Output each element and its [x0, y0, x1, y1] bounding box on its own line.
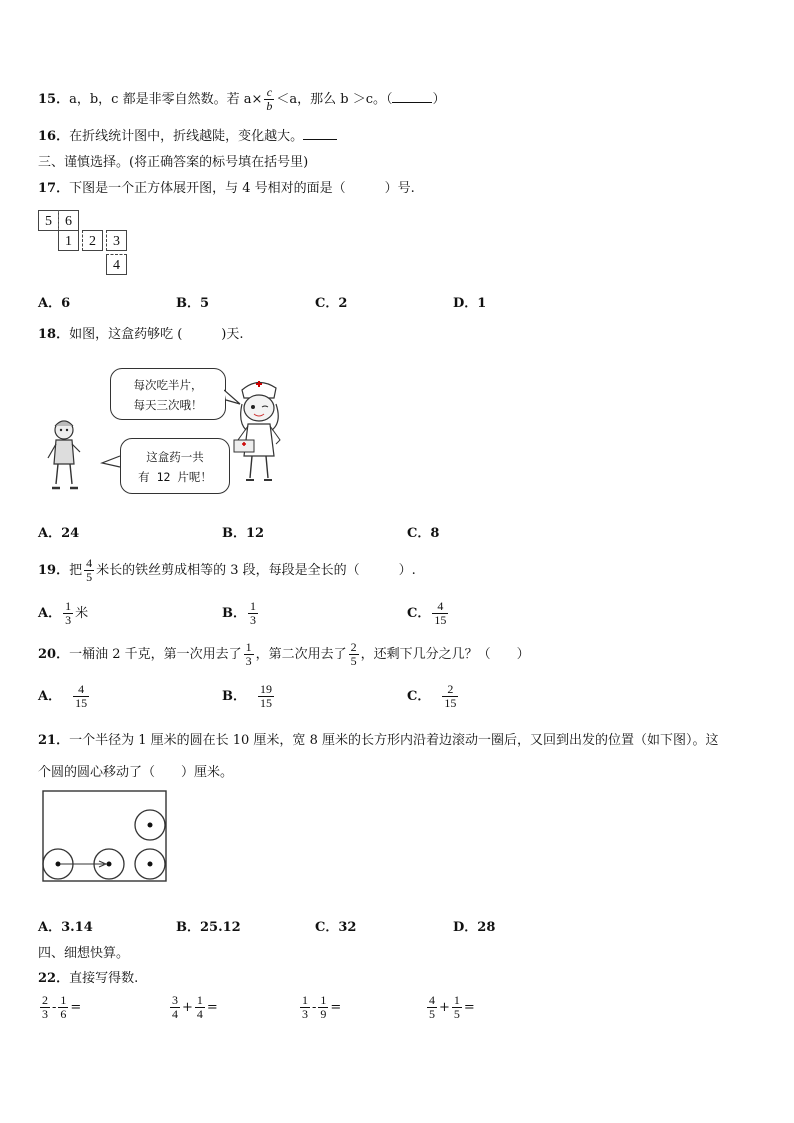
question-text: ＜a，那么 b ＞c。（ — [276, 92, 393, 107]
question-text: 如图，这盒药够吃 ( )天. — [69, 327, 244, 342]
calc-item[interactable]: $\frac{2}{3}$ - $\frac{1}{6}$ = — [42, 993, 82, 1021]
question-text: a，b，c 都是非零自然数。若 a× — [69, 92, 263, 107]
section-heading: 四、细想快算。 — [38, 946, 130, 961]
question-21 — [38, 729, 718, 748]
question-18 — [38, 323, 244, 342]
fraction: $\frac{2}{5}$ — [350, 640, 357, 668]
option-a[interactable]: A．3.14 — [38, 920, 93, 935]
option-b[interactable]: B． $\frac{19}{15}$ — [222, 682, 272, 710]
net-face: 3 — [106, 230, 127, 251]
option-c[interactable]: C． $\frac{2}{15}$ — [407, 682, 457, 710]
question-number: 16． — [38, 129, 70, 144]
answer-blank[interactable] — [303, 139, 337, 140]
net-face: 4 — [106, 254, 127, 275]
question-number: 20． — [38, 647, 70, 662]
net-face: 1 — [58, 230, 79, 251]
child-icon — [44, 418, 84, 498]
fraction: $\frac{1}{3}$ — [245, 640, 252, 668]
option-a[interactable]: A． $\frac{4}{15}$ — [38, 682, 88, 710]
option-b[interactable]: B． $\frac{1}{3}$ — [222, 599, 256, 627]
nurse-kid-illustration — [38, 362, 298, 507]
net-face: 2 — [82, 230, 103, 251]
calc-item[interactable]: $\frac{1}{3}$ - $\frac{1}{9}$ = — [302, 993, 342, 1021]
bubble-tail-icon — [100, 454, 122, 470]
option-d[interactable]: D．28 — [453, 920, 496, 935]
cube-net-figure — [38, 210, 138, 280]
question-text: 在折线统计图中，折线越陡，变化越大。 — [69, 129, 304, 144]
option-a[interactable]: A． $\frac{1}{3}$ 米 — [38, 599, 89, 627]
question-text: 个圆的圆心移动了（ ）厘米。 — [38, 765, 234, 780]
question-19: 19．把 $\frac{4}{5}$ 米长的铁丝剪成相等的 3 段，每段是全长的（ ）. — [38, 556, 416, 584]
option-c[interactable]: C．2 — [315, 296, 348, 311]
option-b[interactable]: B．12 — [222, 526, 265, 541]
option-a[interactable]: A．24 — [38, 526, 80, 541]
calc-item[interactable]: $\frac{3}{4}$ + $\frac{1}{4}$ = — [172, 993, 218, 1021]
question-text: 一个半径为 1 厘米的圆在长 10 厘米，宽 8 厘米的长方形内沿着边滚动一圈后，又回到出发的位置（如下图）。这 — [69, 733, 719, 748]
option-d[interactable]: D．1 — [453, 296, 487, 311]
option-c[interactable]: C．32 — [315, 920, 357, 935]
fraction: $\frac{4}{5}$ — [86, 556, 93, 584]
question-text: 下图是一个正方体展开图，与 4 号相对的面是（ ）号. — [69, 181, 415, 196]
question-20: 20．一桶油 2 千克，第一次用去了 $\frac{1}{3}$ ，第二次用去了 $\frac{2}{5}$ ，还剩下几分之几？（ ） — [38, 640, 530, 668]
question-number: 15． — [38, 92, 70, 107]
option-b[interactable]: B．5 — [176, 296, 210, 311]
question-number: 22． — [38, 971, 70, 986]
speech-bubble-kid: 这盒药一共 有 12 片呢！ — [120, 438, 230, 494]
question-number: 19． — [38, 563, 70, 578]
question-17 — [38, 177, 415, 196]
question-15: 15．a，b，c 都是非零自然数。若 a× $\frac{c}{b}$ ＜a，那么 b ＞c。（ ） — [38, 85, 446, 113]
question-number: 17． — [38, 181, 70, 196]
option-c[interactable]: C． $\frac{4}{15}$ — [407, 599, 447, 627]
speech-bubble-nurse: 每次吃半片， 每天三次哦！ — [110, 368, 226, 420]
option-a[interactable]: A．6 — [38, 296, 71, 311]
question-number: 21． — [38, 733, 70, 748]
fraction: $\frac{c}{b}$ — [266, 85, 273, 113]
rolling-circle-figure — [38, 788, 170, 886]
question-text: 米长的铁丝剪成相等的 3 段，每段是全长的（ ）. — [96, 563, 416, 578]
question-number: 18． — [38, 327, 70, 342]
option-b[interactable]: B．25.12 — [176, 920, 241, 935]
calc-item[interactable]: $\frac{4}{5}$ + $\frac{1}{5}$ = — [429, 993, 475, 1021]
option-c[interactable]: C．8 — [407, 526, 440, 541]
question-16 — [38, 125, 337, 144]
answer-blank[interactable] — [392, 102, 432, 103]
net-face: 6 — [58, 210, 79, 231]
nurse-icon — [228, 374, 290, 486]
question-22 — [38, 967, 138, 986]
question-text: 直接写得数. — [69, 971, 139, 986]
section-heading: 三、谨慎选择。(将正确答案的标号填在括号里) — [38, 155, 309, 170]
net-face: 5 — [38, 210, 59, 231]
